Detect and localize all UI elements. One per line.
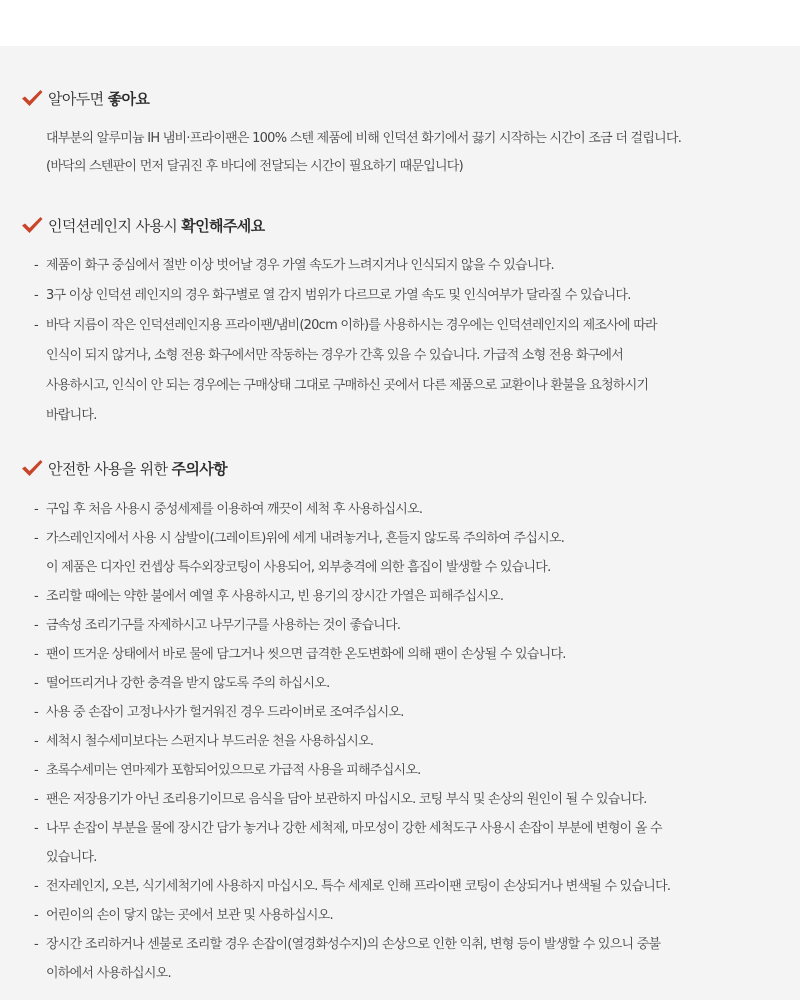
list-item: - 떨어뜨리거나 강한 충격을 받지 않도록 주의 하십시오. — [34, 676, 330, 691]
list-item-continuation: 이하에서 사용하십시오. — [46, 966, 171, 981]
list-item-text: 3구 이상 인덕션 레인지의 경우 화구별로 열 감지 범위가 다르므로 가열 속도 및 인식여부가 달라질 수 있습니다. — [46, 288, 631, 303]
list-item: - 조리할 때에는 약한 불에서 예열 후 사용하시고, 빈 용기의 장시간 가열은 피해주십시오. — [34, 589, 504, 604]
list-item: - 금속성 조리기구를 자제하시고 나무기구를 사용하는 것이 좋습니다. — [34, 618, 401, 633]
list-item: - 세척시 철수세미보다는 스펀지나 부드러운 천을 사용하십시오. — [34, 734, 374, 749]
check-mark-icon — [21, 89, 43, 107]
list-item-text: 초록수세미는 연마제가 포함되어있으므로 가급적 사용을 피해주십시오. — [46, 763, 421, 778]
list-item-text: 바닥 지름이 작은 인덕션레인지용 프라이팬/냄비(20cm 이하)를 사용하시는 경우에는 인덕션레인지의 제조사에 따라 — [46, 318, 657, 333]
check-mark-icon — [21, 216, 43, 234]
heading-emphasis: 확인해주세요 — [181, 216, 265, 235]
section-heading — [21, 457, 227, 479]
section-heading — [21, 214, 265, 236]
list-item-text: 어린이의 손이 닿지 않는 곳에서 보관 및 사용하십시오. — [46, 908, 333, 923]
list-item-text: 떨어뜨리거나 강한 충격을 받지 않도록 주의 하십시오. — [46, 676, 330, 691]
list-item: - 구입 후 처음 사용시 중성세제를 이용하여 깨끗이 세척 후 사용하십시오. — [34, 502, 423, 517]
list-item: - 사용 중 손잡이 고정나사가 헐거워진 경우 드라이버로 조여주십시오. — [34, 705, 404, 720]
list-item-text: 장시간 조리하거나 센불로 조리할 경우 손잡이(열경화성수지)의 손상으로 인한 익취, 변형 등이 발생할 수 있으니 중불 — [46, 937, 661, 952]
list-item-text: 팬이 뜨거운 상태에서 바로 물에 담그거나 씻으면 급격한 온도변화에 의해 팬이 손상될 수 있습니다. — [46, 647, 566, 662]
list-item: - 가스레인지에서 사용 시 삼발이(그레이트)위에 세게 내려놓거나, 흔들지 않도록 주의하여 주십시오. — [34, 531, 565, 546]
list-item: - 장시간 조리하거나 센불로 조리할 경우 손잡이(열경화성수지)의 손상으로 인한 익취, 변형 등이 발생할 수 있으니 중불 — [34, 937, 661, 952]
list-item: - 팬이 뜨거운 상태에서 바로 물에 담그거나 씻으면 급격한 온도변화에 의해 팬이 손상될 수 있습니다. — [34, 647, 566, 662]
list-item-text: 나무 손잡이 부분을 물에 장시간 담가 놓거나 강한 세척제, 마모성이 강한 세척도구 사용시 손잡이 부분에 변형이 올 수 — [46, 821, 662, 836]
info-paragraph: 대부분의 알루미늄 IH 냄비·프라이팬은 100% 스텐 제품에 비해 인덕션 화기에서 끓기 시작하는 시간이 조금 더 걸립니다. — [46, 131, 682, 146]
list-item-text: 사용 중 손잡이 고정나사가 헐거워진 경우 드라이버로 조여주십시오. — [46, 705, 404, 720]
list-item: - 나무 손잡이 부분을 물에 장시간 담가 놓거나 강한 세척제, 마모성이 강한 세척도구 사용시 손잡이 부분에 변형이 올 수 — [34, 821, 662, 836]
list-item-text: 전자레인지, 오븐, 식기세척기에 사용하지 마십시오. 특수 세제로 인해 프라이팬 코팅이 손상되거나 변색될 수 있습니다. — [46, 879, 671, 894]
list-item: - 제품이 화구 중심에서 절반 이상 벗어날 경우 가열 속도가 느려지거나 인식되지 않을 수 있습니다. — [34, 258, 554, 273]
list-item: - 바닥 지름이 작은 인덕션레인지용 프라이팬/냄비(20cm 이하)를 사용하시는 경우에는 인덕션레인지의 제조사에 따라 — [34, 318, 657, 333]
list-item: - 어린이의 손이 닿지 않는 곳에서 보관 및 사용하십시오. — [34, 908, 333, 923]
heading-text: 안전한 사용을 위한 — [48, 459, 168, 478]
list-item-text: 금속성 조리기구를 자제하시고 나무기구를 사용하는 것이 좋습니다. — [46, 618, 401, 633]
list-item-continuation: 있습니다. — [46, 850, 97, 865]
heading-emphasis: 주의사항 — [171, 459, 228, 478]
heading-text: 알아두면 — [48, 89, 104, 108]
list-item-text: 팬은 저장용기가 아닌 조리용기이므로 음식을 담아 보관하지 마십시오. 코팅 부식 및 손상의 원인이 될 수 있습니다. — [46, 792, 647, 807]
check-mark-icon — [21, 459, 43, 477]
list-item-text: 세척시 철수세미보다는 스펀지나 부드러운 천을 사용하십시오. — [46, 734, 374, 749]
list-item-text: 제품이 화구 중심에서 절반 이상 벗어날 경우 가열 속도가 느려지거나 인식되지 않을 수 있습니다. — [46, 258, 554, 273]
list-item: - 초록수세미는 연마제가 포함되어있으므로 가급적 사용을 피해주십시오. — [34, 763, 421, 778]
list-item-continuation: 사용하시고, 인식이 안 되는 경우에는 구매상태 그대로 구매하신 곳에서 다른 제품으로 교환이나 환불을 요청하시기 — [46, 378, 649, 393]
list-item-continuation: 바랍니다. — [46, 408, 97, 423]
list-item-continuation: 이 제품은 디자인 컨셉상 특수외장코팅이 사용되어, 외부충격에 의한 흠집이 발생할 수 있습니다. — [46, 560, 551, 575]
list-item: - 전자레인지, 오븐, 식기세척기에 사용하지 마십시오. 특수 세제로 인해 프라이팬 코팅이 손상되거나 변색될 수 있습니다. — [34, 879, 671, 894]
list-item: - 3구 이상 인덕션 레인지의 경우 화구별로 열 감지 범위가 다르므로 가열 속도 및 인식여부가 달라질 수 있습니다. — [34, 288, 631, 303]
section-heading — [21, 87, 149, 109]
info-paragraph: (바닥의 스텐판이 먼저 달궈진 후 바디에 전달되는 시간이 필요하기 때문입니다) — [46, 159, 463, 174]
heading-emphasis: 좋아요 — [107, 89, 150, 108]
list-item-text: 가스레인지에서 사용 시 삼발이(그레이트)위에 세게 내려놓거나, 흔들지 않도록 주의하여 주십시오. — [46, 531, 565, 546]
list-item: - 팬은 저장용기가 아닌 조리용기이므로 음식을 담아 보관하지 마십시오. 코팅 부식 및 손상의 원인이 될 수 있습니다. — [34, 792, 647, 807]
top-band — [0, 0, 800, 46]
list-item-continuation: 인식이 되지 않거나, 소형 전용 화구에서만 작동하는 경우가 간혹 있을 수 있습니다. 가급적 소형 전용 화구에서 — [46, 348, 624, 363]
list-item-text: 구입 후 처음 사용시 중성세제를 이용하여 깨끗이 세척 후 사용하십시오. — [46, 502, 423, 517]
heading-text: 인덕션레인지 사용시 — [48, 216, 178, 235]
list-item-text: 조리할 때에는 약한 불에서 예열 후 사용하시고, 빈 용기의 장시간 가열은 피해주십시오. — [46, 589, 504, 604]
